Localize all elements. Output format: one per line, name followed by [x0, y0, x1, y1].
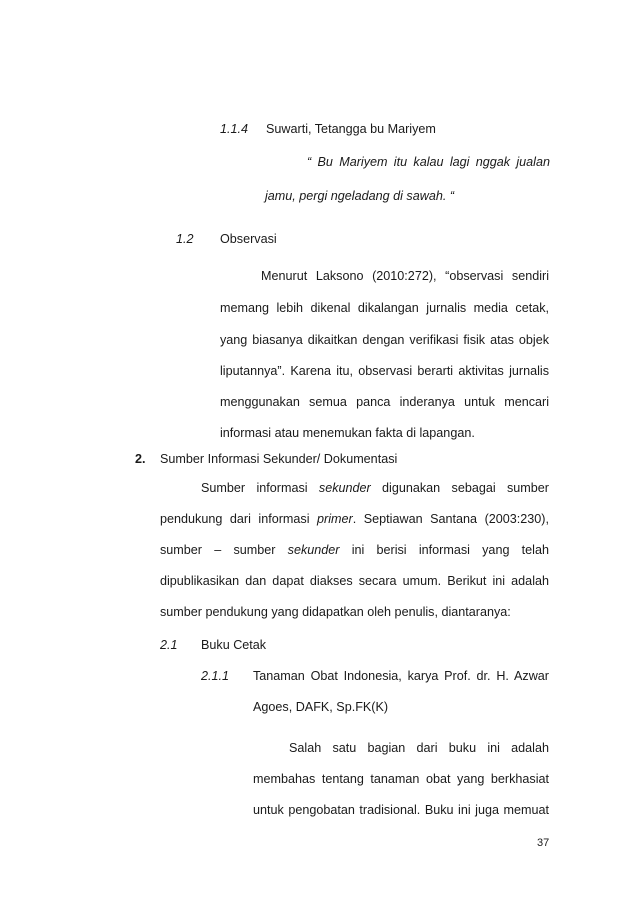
paragraph-line: Salah satu bagian dari buku ini adalah: [289, 741, 549, 755]
paragraph-line: dipublikasikan dan dapat diakses secara umum. Berikut ini adalah: [160, 574, 549, 588]
paragraph-line: pendukung dari informasi primer. Septiawan Santana (2003:230),: [160, 512, 549, 526]
section-number: 2.1.1: [201, 669, 230, 683]
section-number: 2.: [135, 452, 146, 466]
italic-term: primer: [317, 512, 353, 526]
italic-term: sekunder: [318, 481, 371, 495]
section-heading: Buku Cetak: [201, 638, 267, 652]
section-heading: Observasi: [220, 232, 277, 246]
section-number: 2.1: [160, 638, 178, 652]
paragraph-line: liputannya”. Karena itu, observasi berarti aktivitas jurnalis: [220, 364, 549, 378]
section-number: 1.1.4: [220, 122, 249, 136]
paragraph-line: Menurut Laksono (2010:272), “observasi sendiri: [261, 269, 549, 283]
paragraph-line: sumber pendukung yang didapatkan oleh penulis, diantaranya:: [160, 605, 511, 619]
quote-line: jamu, pergi ngeladang di sawah. “: [265, 189, 455, 203]
paragraph-line: informasi atau menemukan fakta di lapangan.: [220, 426, 475, 440]
section-number: 1.2: [176, 232, 194, 246]
paragraph-line: menggunakan semua panca inderanya untuk mencari: [220, 395, 549, 409]
paragraph-line: membahas tentang tanaman obat yang berkhasiat: [253, 772, 549, 786]
quote-line: “ Bu Mariyem itu kalau lagi nggak jualan: [307, 155, 550, 169]
section-heading: Tanaman Obat Indonesia, karya Prof. dr. H. Azwar: [253, 669, 549, 683]
paragraph-line: yang biasanya dikaitkan dengan verifikasi fisik atas objek: [220, 333, 549, 347]
paragraph-line: sumber – sumber sekunder ini berisi informasi yang telah: [160, 543, 549, 557]
section-heading: Agoes, DAFK, Sp.FK(K): [253, 700, 389, 714]
paragraph-line: Sumber informasi sekunder digunakan sebagai sumber: [201, 481, 549, 495]
italic-term: sekunder: [287, 543, 340, 557]
section-heading: Sumber Informasi Sekunder/ Dokumentasi: [160, 452, 398, 466]
paragraph-line: untuk pengobatan tradisional. Buku ini juga memuat: [253, 803, 549, 817]
section-heading: Suwarti, Tetangga bu Mariyem: [266, 122, 436, 136]
paragraph-line: memang lebih dikenal dikalangan jurnalis media cetak,: [220, 301, 549, 315]
page-number: 37: [537, 837, 550, 849]
